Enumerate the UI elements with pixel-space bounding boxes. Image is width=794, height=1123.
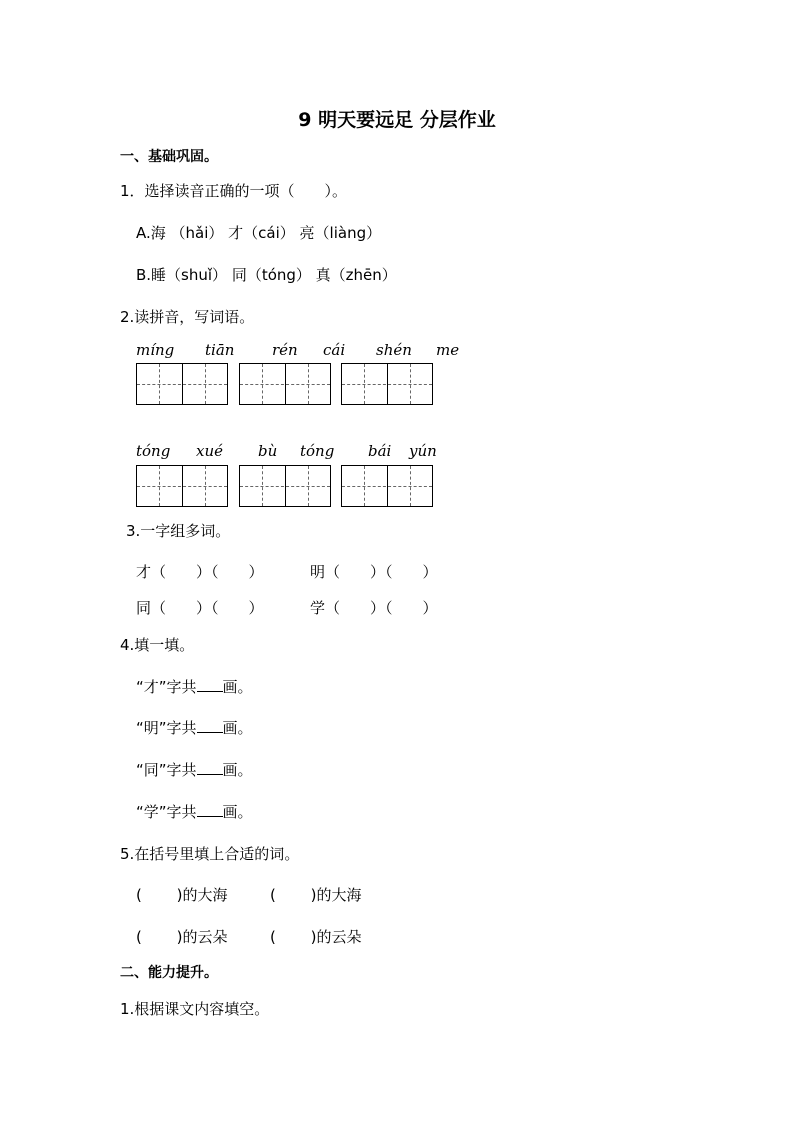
question-1-option-a: A.海 （hǎi） 才（cái） 亮（liàng） — [136, 224, 382, 242]
word-group-row: 同（ ）（ ） — [136, 599, 264, 617]
pinyin-label: shén — [376, 341, 412, 359]
pinyin-label: cái — [323, 341, 346, 359]
part-2-question-1-prompt: 1.根据课文内容填空。 — [120, 1000, 270, 1018]
question-5-prompt: 5.在括号里填上合适的词。 — [120, 845, 300, 863]
stroke-count-item: “才”字共 画。 — [136, 678, 253, 696]
answer-blank[interactable] — [197, 679, 223, 692]
stroke-count-item: “同”字共 画。 — [136, 761, 253, 779]
question-1-prompt: 1．选择读音正确的一项（ ）。 — [120, 182, 348, 200]
writing-grid[interactable] — [341, 363, 433, 405]
answer-blank[interactable] — [197, 720, 223, 733]
stroke-count-item: “学”字共 画。 — [136, 803, 253, 821]
word-group-row: 才（ ）（ ） — [136, 563, 264, 581]
section-basic-heading: 一、基础巩固。 — [120, 149, 218, 165]
page-title: 9 明天要远足 分层作业 — [298, 109, 496, 131]
fill-phrase: ( )的云朵 — [136, 928, 228, 946]
question-2-prompt: 2.读拼音，写词语。 — [120, 308, 255, 326]
writing-grid[interactable] — [136, 465, 228, 507]
fill-phrase: ( )的云朵 — [270, 928, 362, 946]
pinyin-label: tóng — [300, 442, 335, 460]
pinyin-label: tiān — [205, 341, 235, 359]
pinyin-label: xué — [196, 442, 223, 460]
fill-phrase: ( )的大海 — [136, 886, 228, 904]
answer-blank[interactable] — [197, 804, 223, 817]
question-1-option-b: B.睡（shuǐ） 同（tóng） 真（zhēn） — [136, 266, 397, 284]
word-group-row: 学（ ）（ ） — [310, 599, 438, 617]
question-3-prompt: 3.一字组多词。 — [126, 522, 231, 540]
stroke-count-item: “明”字共 画。 — [136, 719, 253, 737]
writing-grid[interactable] — [239, 465, 331, 507]
pinyin-label: míng — [136, 341, 175, 359]
writing-grid[interactable] — [341, 465, 433, 507]
pinyin-label: me — [436, 341, 460, 359]
word-group-row: 明（ ）（ ） — [310, 563, 438, 581]
answer-blank[interactable] — [197, 762, 223, 775]
pinyin-label: yún — [409, 442, 437, 460]
writing-grid[interactable] — [136, 363, 228, 405]
pinyin-label: bái — [368, 442, 392, 460]
pinyin-label: tóng — [136, 442, 171, 460]
pinyin-label: bù — [258, 442, 278, 460]
section-advanced-heading: 二、能力提升。 — [120, 965, 218, 981]
pinyin-label: rén — [272, 341, 298, 359]
fill-phrase: ( )的大海 — [270, 886, 362, 904]
writing-grid[interactable] — [239, 363, 331, 405]
question-4-prompt: 4.填一填。 — [120, 636, 195, 654]
